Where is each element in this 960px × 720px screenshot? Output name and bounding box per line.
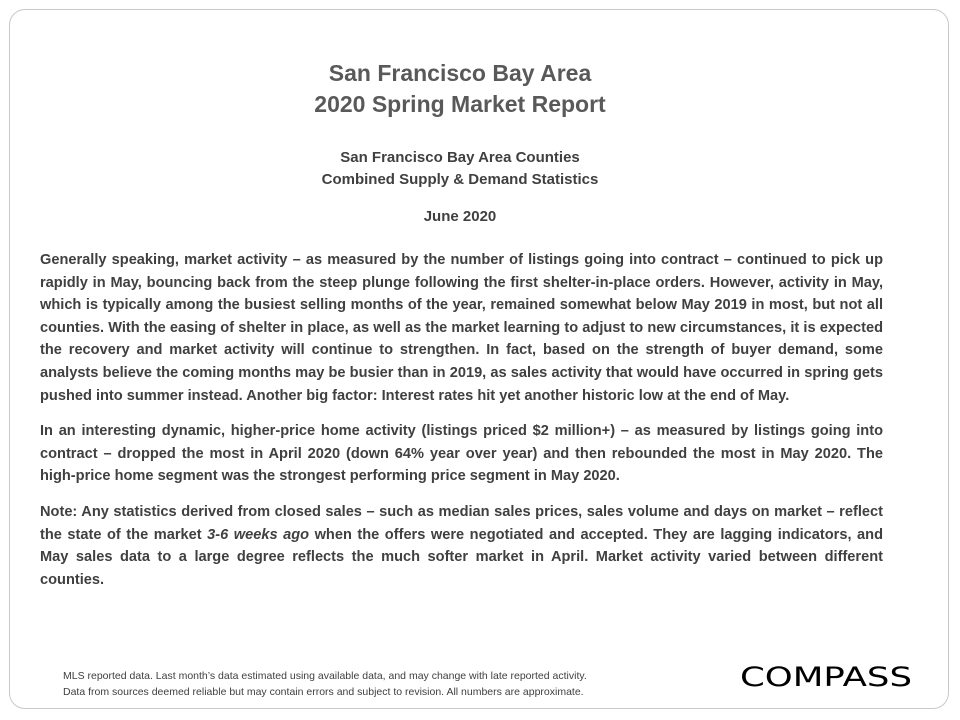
title-line-2: 2020 Spring Market Report	[314, 91, 606, 117]
subtitle-line-1: San Francisco Bay Area Counties	[340, 149, 580, 166]
paragraph-note	[40, 501, 883, 591]
subtitle-line-2: Combined Supply & Demand Statistics	[321, 171, 599, 188]
footnote-line-2: Data from sources deemed reliable but may contain errors and subject to revision. All numbers are approximate.	[63, 686, 584, 698]
compass-logo	[736, 658, 916, 694]
title-line-1: San Francisco Bay Area	[328, 60, 592, 86]
note-text-start: Note: Any statistics derived from closed sales – such as median sales prices, sales volume and days on market – reflect the state of the market	[40, 503, 883, 543]
report-body	[40, 249, 883, 604]
note-emphasis: 3-6 weeks ago	[207, 526, 310, 543]
note-text-end: when the offers were negotiated and accepted. They are lagging indicators, and May sales data to a large degree reflects the much softer market in April. Market activity varied between different counties.	[40, 526, 884, 588]
page-subtitle	[10, 147, 910, 191]
footnote	[63, 668, 743, 700]
page-title	[10, 58, 910, 120]
compass-logo-text: COMPASS	[740, 662, 912, 693]
paragraph-market-activity: Generally speaking, market activity – as measured by the number of listings going into contract – continued to pick up rapidly in May, bouncing back from the steep plunge following the first shelter-in-place orders. However, activity in May, which is typically among the busiest selling months of the year, remained somewhat below May 2019 in most, but not all counties. With the easing of shelter in place, as well as the market learning to adjust to new circumstances, it is expected the recovery and market activity will continue to strengthen. In fact, based on the strength of buyer demand, some analysts believe the coming months may be busier than in 2019, as sales activity that would have occurred in spring gets pushed into summer instead. Another big factor: Interest rates hit yet another historic low at the end of May.	[40, 252, 883, 404]
report-slide	[9, 9, 949, 709]
paragraph-high-price-segment: In an interesting dynamic, higher-price home activity (listings priced $2 million+) – as measured by listings going into contract – dropped the most in April 2020 (down 64% year over year) and then rebounded the most in May 2020. The high-price home segment was the strongest performing price segment in May 2020.	[40, 423, 883, 485]
report-date: June 2020	[423, 208, 497, 225]
footnote-line-1: MLS reported data. Last month’s data estimated using available data, and may change with late reported activity.	[63, 670, 587, 682]
